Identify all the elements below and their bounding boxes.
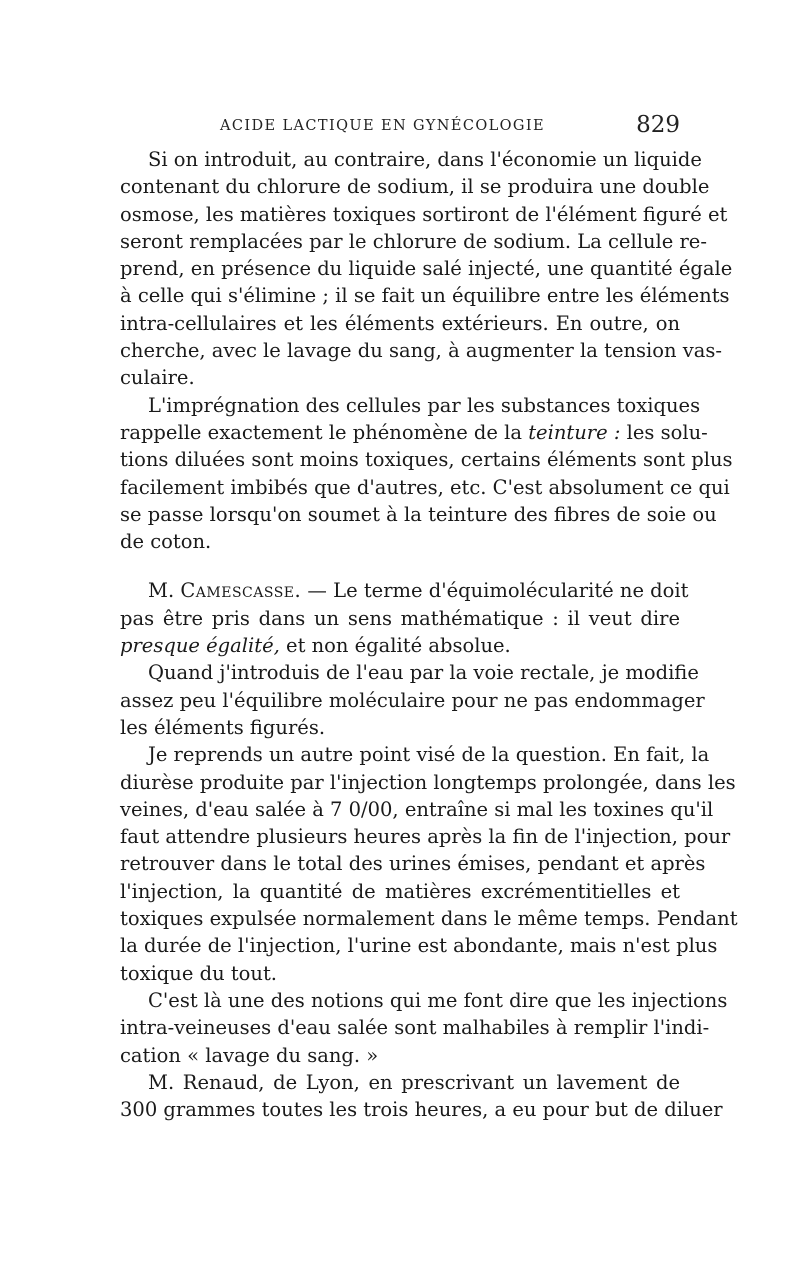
text-line: assez peu l'équilibre moléculaire pour ne pas endommager	[120, 688, 705, 712]
text-line: culaire.	[120, 366, 195, 390]
text-line: L'imprégnation des cellules par les substances toxiques	[148, 393, 701, 417]
text-run: et non égalité absolue.	[279, 634, 511, 658]
text-line: toxique du tout.	[120, 961, 277, 985]
text-line: cation « lavage du sang. »	[120, 1043, 379, 1067]
text-line: veines, d'eau salée à 7 0/00, entraîne si mal les toxines qu'il	[120, 797, 714, 821]
paragraph-7	[120, 1069, 723, 1124]
running-head	[120, 112, 680, 140]
text-line: toxiques expulsée normalement dans le même temps. Pendant	[120, 907, 738, 931]
paragraph-1	[120, 146, 733, 392]
text-line: intra-veineuses d'eau salée sont malhabiles à remplir l'indi-	[120, 1016, 710, 1040]
text-line: osmose, les matières toxiques sortiront de l'élément figuré et	[120, 202, 728, 226]
speaker-prefix: M.	[148, 579, 181, 603]
body-text	[120, 146, 738, 1123]
text-run: les solu-	[620, 420, 708, 444]
text-line: facilement imbibés que d'autres, etc. C'est absolument ce qui	[120, 475, 730, 499]
text-line: de coton.	[120, 530, 212, 554]
paragraph-4	[120, 659, 705, 741]
text-run: — Le terme d'équimolécularité ne doit	[301, 579, 689, 603]
text-line: retrouver dans le total des urines émises, pendant et après	[120, 852, 706, 876]
text-line: seront remplacées par le chlorure de sodium. La cellule re-	[120, 229, 707, 253]
paragraph-6	[120, 987, 728, 1069]
text-line: Si on introduit, au contraire, dans l'économie un liquide	[148, 148, 702, 171]
text-line: à celle qui s'élimine ; il se fait un équilibre entre les éléments	[120, 284, 730, 308]
text-line: Quand j'introduis de l'eau par la voie rectale, je modifie	[148, 661, 699, 685]
italic-term: presque égalité,	[120, 634, 280, 658]
paragraph-spacer	[120, 555, 680, 577]
text-line: tions diluées sont moins toxiques, certains éléments sont plus	[120, 448, 733, 472]
text-line	[120, 419, 708, 446]
text-line: faut attendre plusieurs heures après la fin de l'injection, pour	[120, 825, 731, 849]
text-line: diurèse produite par l'injection longtemps prolongée, dans les	[120, 770, 736, 794]
paragraph-5	[120, 741, 738, 987]
text-line: se passe lorsqu'on soumet à la teinture des fibres de soie ou	[120, 502, 717, 526]
speaker-name: Camescasse.	[180, 579, 302, 603]
text-line	[120, 577, 689, 604]
text-line	[120, 632, 680, 659]
text-line: la durée de l'injection, l'urine est abondante, mais n'est plus	[120, 934, 718, 958]
text-line: pas être pris dans un sens mathématique : il veut dire	[120, 606, 680, 630]
text-run: rappelle exactement le phénomène de la	[120, 420, 529, 444]
paragraph-2	[120, 392, 733, 556]
text-line: prend, en présence du liquide salé injecté, une quantité égale	[120, 257, 733, 281]
text-line: contenant du chlorure de sodium, il se produira une double	[120, 175, 710, 199]
text-line: intra-cellulaires et les éléments extérieurs. En outre, on	[120, 311, 680, 335]
text-line: les éléments figurés.	[120, 715, 326, 739]
text-line: cherche, avec le lavage du sang, à augmenter la tension vas-	[120, 339, 723, 363]
page-number: 829	[636, 112, 680, 138]
paragraph-3	[120, 577, 689, 659]
italic-term: teinture :	[528, 420, 621, 444]
text-line: 300 grammes toutes les trois heures, a eu pour but de diluer	[120, 1098, 723, 1122]
text-line: Je reprends un autre point visé de la question. En fait, la	[148, 743, 710, 767]
text-line: C'est là une des notions qui me font dire que les injections	[148, 988, 728, 1012]
text-line: l'injection, la quantité de matières excrémentitielles et	[120, 879, 680, 903]
running-title: ACIDE LACTIQUE EN GYNÉCOLOGIE	[219, 118, 546, 134]
text-line: M. Renaud, de Lyon, en prescrivant un lavement de	[148, 1070, 680, 1094]
